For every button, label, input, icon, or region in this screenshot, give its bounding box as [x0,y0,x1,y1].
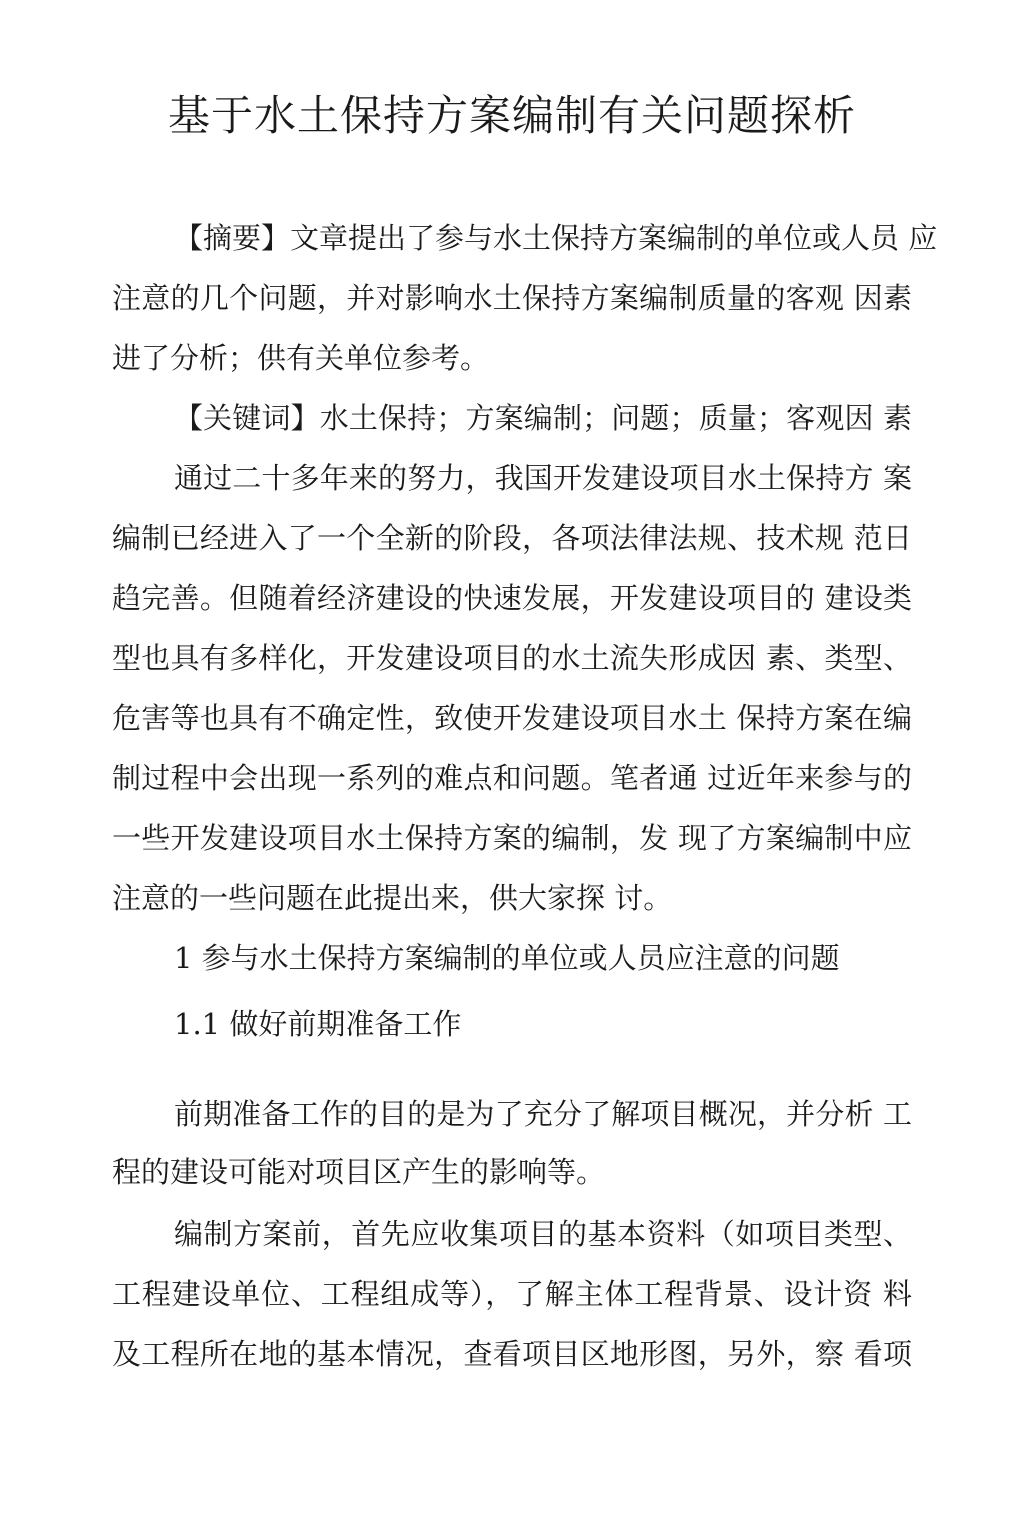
body-line-2: 编制已经进入了一个全新的阶段，各项法律法规、技术规 范日 [112,521,912,555]
body-line-7: 一些开发建设项目水土保持方案的编制，发 现了方案编制中应 [112,821,912,855]
body-line-1: 通过二十多年来的努力，我国开发建设项目水土保持方 案 [174,461,912,495]
body-line-6: 制过程中会出现一系列的难点和问题。笔者通 过近年来参与的 [112,761,912,795]
prep-line-2: 程的建设可能对项目区产生的影响等。 [112,1155,606,1189]
document-title: 基于水土保持方案编制有关问题探析 [167,91,856,140]
abstract-line-3: 进了分析；供有关单位参考。 [112,341,490,375]
body-line-8: 注意的一些问题在此提出来，供大家探 讨。 [112,881,673,915]
abstract-line-1: 【摘要】文章提出了参与水土保持方案编制的单位或人员 应 [174,221,938,255]
prep-line-1: 前期准备工作的目的是为了充分了解项目概况，并分析 工 [174,1097,912,1131]
body-line-3: 趋完善。但随着经济建设的快速发展，开发建设项目的 建设类 [112,581,912,615]
subsection-heading-1-1: 1.1 做好前期准备工作 [174,1007,462,1041]
keywords-line: 【关键词】水土保持；方案编制；问题；质量；客观因 素 [174,401,912,435]
abstract-line-2: 注意的几个问题，并对影响水土保持方案编制质量的客观 因素 [112,281,912,315]
collect-line-3: 及工程所在地的基本情况，查看项目区地形图，另外，察 看项 [112,1337,912,1371]
body-line-4: 型也具有多样化，开发建设项目的水土流失形成因 素、类型、 [112,641,912,675]
body-line-5: 危害等也具有不确定性，致使开发建设项目水土 保持方案在编 [112,701,912,735]
collect-line-1: 编制方案前，首先应收集项目的基本资料（如项目类型、 [174,1217,912,1251]
section-heading-1: 1 参与水土保持方案编制的单位或人员应注意的问题 [174,941,840,975]
collect-line-2: 工程建设单位、工程组成等），了解主体工程背景、设计资 料 [112,1277,912,1311]
